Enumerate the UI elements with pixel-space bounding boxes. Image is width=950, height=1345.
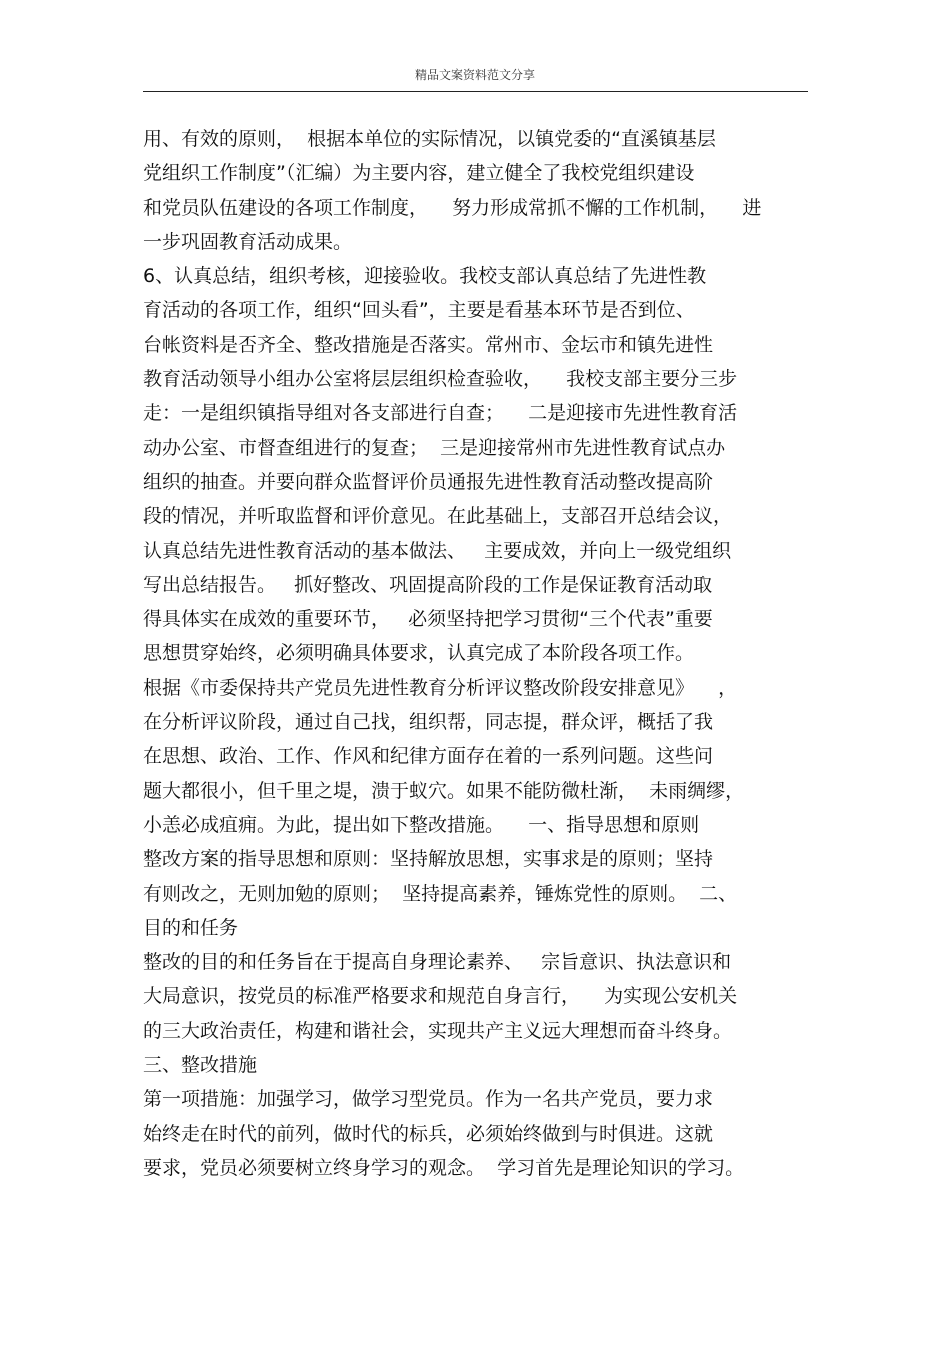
text-line: 的三大政治责任，构建和谐社会，实现共产主义远大理想而奋斗终身。 — [143, 1019, 733, 1042]
text-line: 第一项措施：加强学习，做学习型党员。作为一名共产党员，要力求 — [143, 1088, 714, 1111]
text-line: 整改的目的和任务旨在于提高自身理论素养、 宗旨意识、执法意识和 — [143, 951, 732, 974]
text-line: 三、整改措施 — [143, 1054, 258, 1077]
text-line: 写出总结报告。 抓好整改、巩固提高阶段的工作是保证教育活动取 — [143, 573, 713, 596]
text-line: 党组织工作制度”（汇编）为主要内容，建立健全了我校党组织建设 — [143, 162, 695, 185]
text-line: 段的情况，并听取监督和评价意见。在此基础上，支部召开总结会议， — [143, 505, 733, 528]
text-line: 教育活动领导小组办公室将层层组织检查验收， 我校支部主要分三步 — [143, 368, 738, 391]
text-line: 整改方案的指导思想和原则：坚持解放思想，实事求是的原则；坚持 — [143, 848, 714, 871]
text-line: 6、认真总结，组织考核，迎接验收。我校支部认真总结了先进性教 — [143, 265, 707, 288]
text-line: 走：一是组织镇指导组对各支部进行自查； 二是迎接市先进性教育活 — [143, 402, 738, 425]
text-line: 在分析评议阶段，通过自己找，组织帮，同志提，群众评，概括了我 — [143, 711, 714, 734]
text-line: 始终走在时代的前列，做时代的标兵，必须始终做到与时俱进。这就 — [143, 1122, 714, 1145]
page-header: 精品文案资料范文分享 — [414, 68, 535, 82]
text-line: 小恙必成疽痈。为此，提出如下整改措施。 一、指导思想和原则 — [143, 813, 700, 836]
text-line: 大局意识，按党员的标准严格要求和规范自身言行， 为实现公安机关 — [143, 985, 738, 1008]
header-divider — [143, 91, 808, 92]
text-line: 目的和任务 — [143, 916, 239, 939]
text-line: 思想贯穿始终，必须明确具体要求，认真完成了本阶段各项工作。 — [143, 642, 695, 665]
text-line: 台帐资料是否齐全、整改措施是否落实。常州市、金坛市和镇先进性 — [143, 333, 714, 356]
text-line: 题大都很小，但千里之堤，溃于蚁穴。如果不能防微杜渐， 未雨绸缪， — [143, 779, 745, 802]
text-line: 有则改之，无则加勉的原则； 坚持提高素养，锤炼党性的原则。 二、 — [143, 882, 738, 905]
text-line: 根据《市委保持共产党员先进性教育分析评议整改阶段安排意见》 ， — [143, 676, 738, 699]
text-line: 要求，党员必须要树立终身学习的观念。 学习首先是理论知识的学习。 — [143, 1156, 745, 1179]
text-line: 在思想、政治、工作、作风和纪律方面存在着的一系列问题。这些问 — [143, 745, 714, 768]
text-line: 一步巩固教育活动成果。 — [143, 230, 353, 253]
text-line: 用、有效的原则， 根据本单位的实际情况，以镇党委的“直溪镇基层 — [143, 128, 716, 150]
text-line: 和党员队伍建设的各项工作制度， 努力形成常抓不懈的工作机制， 进 — [143, 196, 762, 219]
text-line: 育活动的各项工作，组织“回头看”，主要是看基本环节是否到位、 — [143, 299, 695, 322]
text-line: 组织的抽查。并要向群众监督评价员通报先进性教育活动整改提高阶 — [143, 470, 714, 493]
text-line: 认真总结先进性教育活动的基本做法、 主要成效，并向上一级党组织 — [143, 539, 732, 562]
text-line: 动办公室、市督查组进行的复查； 三是迎接常州市先进性教育试点办 — [143, 436, 726, 459]
document-body — [143, 122, 813, 1185]
text-line: 得具体实在成效的重要环节， 必须坚持把学习贯彻“三个代表”重要 — [143, 608, 713, 631]
